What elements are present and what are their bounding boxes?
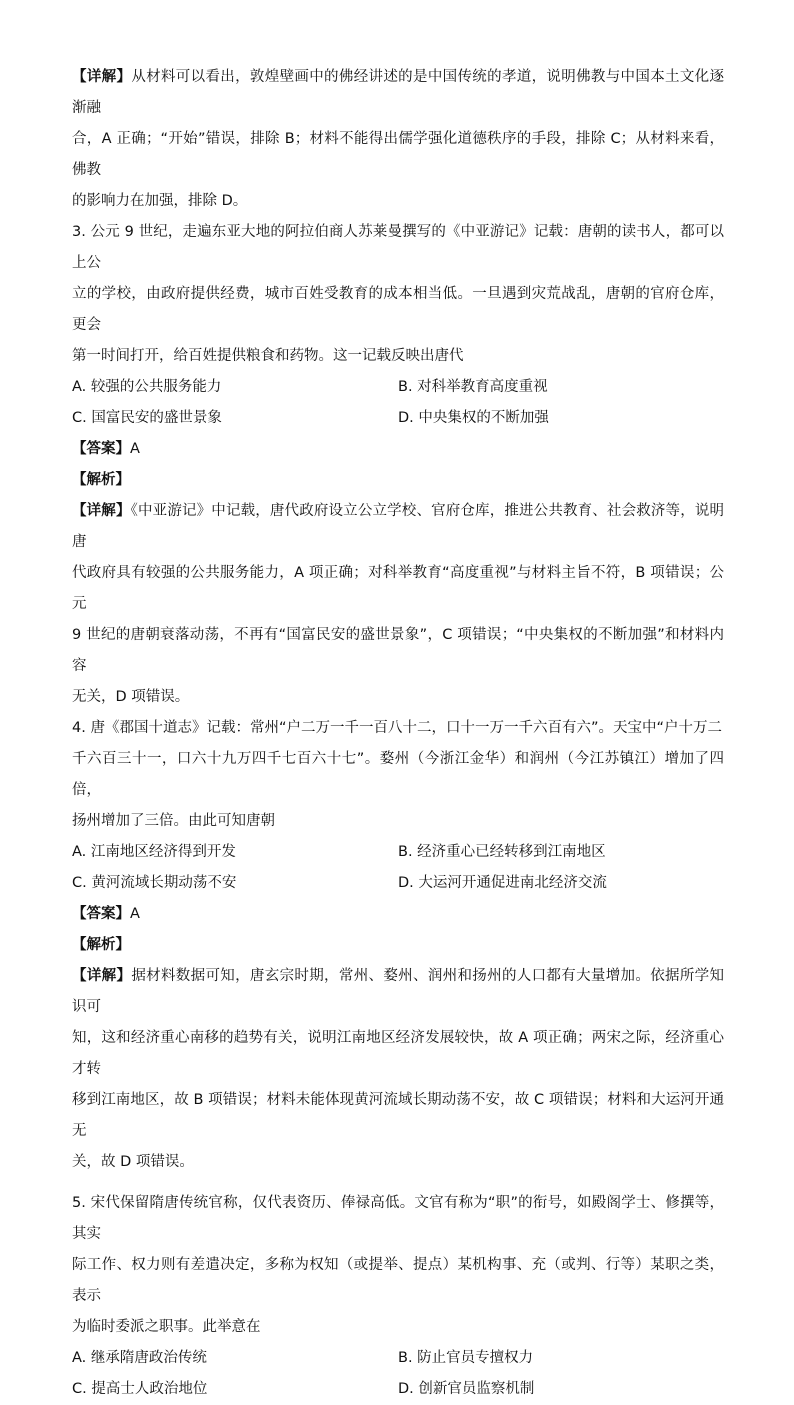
q4-detail-line-4: 关，故 D 项错误。 [72, 1154, 194, 1170]
q4-stem-line-1: 4. 唐《郡国十道志》记载：常州“户二万一千一百八十二，口十一万一千六百有六”。天宝中“户十万二 [72, 720, 722, 736]
q4-options-row-2 [72, 868, 724, 899]
q4-detail-line-1: 【详解】据材料数据可知，唐玄宗时期，常州、婺州、润州和扬州的人口都有大量增加。依据所学知识可 [72, 968, 725, 1015]
q2-detail-line-3: 的影响力在加强，排除 D。 [72, 193, 248, 209]
q5-options-row-2 [72, 1374, 724, 1405]
q3-option-d: D. 中央集权的不断加强 [398, 410, 549, 426]
q5-stem-line-3: 为临时委派之职事。此举意在 [72, 1319, 261, 1335]
q5-option-d: D. 创新官员监察机制 [398, 1381, 535, 1397]
q4-options-row-1 [72, 837, 724, 868]
q3-stem-line-3: 第一时间打开，给百姓提供粮食和药物。这一记载反映出唐代 [72, 348, 464, 364]
q4-option-a: A. 江南地区经济得到开发 [72, 844, 236, 860]
q3-option-a: A. 较强的公共服务能力 [72, 379, 222, 395]
q3-stem-line-1: 3. 公元 9 世纪，走遍东亚大地的阿拉伯商人苏莱曼撰写的《中亚游记》记载：唐朝的读书人，都可以上公 [72, 224, 724, 271]
q3-stem-line-2: 立的学校，由政府提供经费，城市百姓受教育的成本相当低。一旦遇到灾荒战乱，唐朝的官府仓库，更会 [72, 286, 724, 333]
detail-tag: 【详解】 [72, 69, 132, 85]
q4-stem-line-3: 扬州增加了三倍。由此可知唐朝 [72, 813, 275, 829]
q3-detail-line-2: 代政府具有较强的公共服务能力，A 项正确；对科举教育“高度重视”与材料主旨不符，B 项错误；公元 [72, 565, 724, 612]
q2-detail-line-2: 合，A 正确；“开始”错误，排除 B；材料不能得出儒学强化道德秩序的手段，排除 C；从材料来看，佛教 [72, 131, 724, 178]
q5-stem-line-1: 5. 宋代保留隋唐传统官称，仅代表资历、俸禄高低。文官有称为“职”的衔号，如殿阁学士、修撰等，其实 [72, 1195, 724, 1242]
q4-option-d: D. 大运河开通促进南北经济交流 [398, 875, 607, 891]
q3-detail-line-4: 无关，D 项错误。 [72, 689, 190, 705]
q3-answer: 【答案】A [72, 441, 140, 457]
q3-option-c: C. 国富民安的盛世景象 [72, 410, 222, 426]
q4-stem-line-2: 千六百三十一，口六十九万四千七百六十七”。婺州（今浙江金华）和润州（今江苏镇江）增加了四倍， [72, 751, 724, 798]
q4-analysis-heading: 【解析】 [72, 937, 130, 953]
q5-stem-line-2: 际工作、权力则有差遣决定，多称为权知（或提举、提点）某机构事、充（或判、行等）某职之类，表示 [72, 1257, 724, 1304]
q5-option-c: C. 提高士人政治地位 [72, 1381, 208, 1397]
q5-options-row-1 [72, 1343, 724, 1374]
q3-detail-line-3: 9 世纪的唐朝衰落动荡，不再有“国富民安的盛世景象”，C 项错误；“中央集权的不断加强”和材料内容 [72, 627, 724, 674]
q2-detail-line-1: 【详解】从材料可以看出，敦煌壁画中的佛经讲述的是中国传统的孝道，说明佛教与中国本土文化逐渐融 [72, 69, 725, 116]
q5-option-b: B. 防止官员专擅权力 [398, 1350, 534, 1366]
spacer [72, 1178, 724, 1188]
q4-option-b: B. 经济重心已经转移到江南地区 [398, 844, 606, 860]
q4-detail-line-2: 知，这和经济重心南移的趋势有关，说明江南地区经济发展较快，故 A 项正确；两宋之际，经济重心才转 [72, 1030, 724, 1077]
q3-options-row-2 [72, 403, 724, 434]
q3-analysis-heading: 【解析】 [72, 472, 130, 488]
q4-answer: 【答案】A [72, 906, 140, 922]
q3-options-row-1 [72, 372, 724, 403]
q3-option-b: B. 对科举教育高度重视 [398, 379, 548, 395]
q4-detail-line-3: 移到江南地区，故 B 项错误；材料未能体现黄河流域长期动荡不安，故 C 项错误；材料和大运河开通无 [72, 1092, 724, 1139]
q4-option-c: C. 黄河流域长期动荡不安 [72, 875, 237, 891]
q3-detail-line-1: 【详解】《中亚游记》中记载，唐代政府设立公立学校、官府仓库，推进公共教育、社会救济等，说明唐 [72, 503, 725, 550]
q5-option-a: A. 继承隋唐政治传统 [72, 1350, 207, 1366]
document-page [72, 62, 724, 1405]
